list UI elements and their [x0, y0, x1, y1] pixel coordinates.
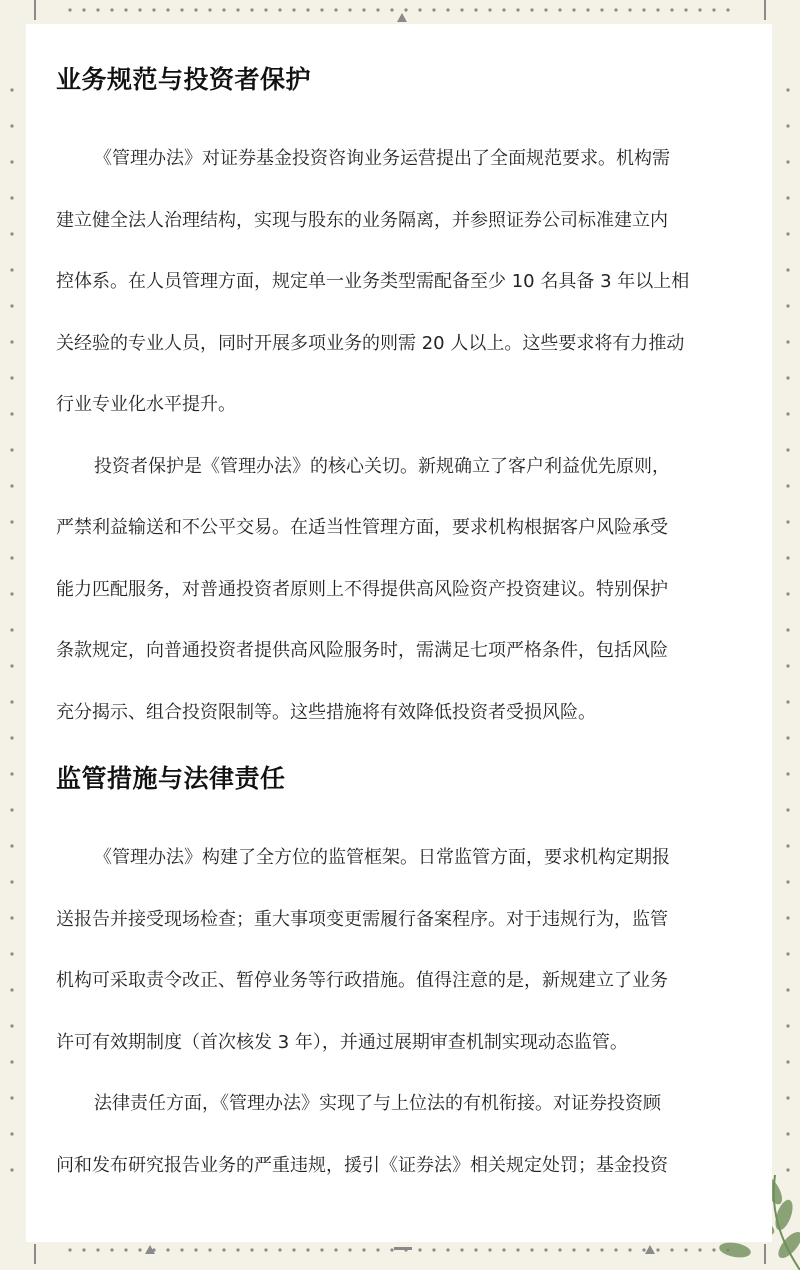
border-dot [10, 196, 13, 199]
border-dot [348, 1248, 351, 1251]
border-dot [460, 8, 463, 11]
border-dot [10, 304, 13, 307]
border-dot [786, 1024, 789, 1027]
border-dot [10, 916, 13, 919]
border-dot [786, 1060, 789, 1063]
border-dot [96, 1248, 99, 1251]
border-dot [656, 8, 659, 11]
border-dot [208, 8, 211, 11]
border-dot [10, 448, 13, 451]
border-dot [68, 1248, 71, 1251]
border-dot [786, 736, 789, 739]
border-dot [236, 8, 239, 11]
text-line: 充分揭示、组合投资限制等。这些措施将有效降低投资者受损风险。 [56, 701, 596, 723]
text-line: 法律责任方面，《管理办法》实现了与上位法的有机衔接。对证券投资顾 [94, 1093, 661, 1114]
border-dot [516, 8, 519, 11]
section-heading-supervision: 监管措施与法律责任 [56, 764, 286, 793]
border-dot [698, 8, 701, 11]
border-dot [362, 1248, 365, 1251]
border-dot [390, 8, 393, 11]
paragraph-supervision [56, 827, 756, 1073]
border-dot [404, 8, 407, 11]
text-line: 控体系。在人员管理方面，规定单一业务类型需配备至少 10 名具备 3 年以上相 [56, 271, 690, 292]
triangle-ornament [397, 13, 407, 22]
border-dot [10, 880, 13, 883]
border-dot [10, 232, 13, 235]
border-dot [68, 8, 71, 11]
border-dot [432, 1248, 435, 1251]
border-dot [278, 1248, 281, 1251]
border-dot [786, 484, 789, 487]
border-dot [10, 1168, 13, 1171]
border-dot [10, 988, 13, 991]
border-dot [786, 880, 789, 883]
border-dot [10, 1060, 13, 1063]
text-line: 投资者保护是《管理办法》的核心关切。新规确立了客户利益优先原则， [94, 455, 670, 477]
border-dot [10, 664, 13, 667]
border-dot [786, 520, 789, 523]
leaf-icon [718, 1240, 752, 1259]
border-dot [320, 1248, 323, 1251]
border-dot [10, 736, 13, 739]
border-dot [786, 304, 789, 307]
border-dot [10, 376, 13, 379]
text-line: 送报告并接受现场检查；重大事项变更需履行备案程序。对于违规行为，监管 [56, 908, 668, 930]
border-dot [10, 124, 13, 127]
border-dot [614, 8, 617, 11]
dash-ornament [394, 1247, 412, 1250]
border-dot [10, 1132, 13, 1135]
border-dot [180, 8, 183, 11]
border-dot [786, 88, 789, 91]
border-dot [600, 8, 603, 11]
border-dot [628, 8, 631, 11]
border-dot [390, 1248, 393, 1251]
border-dot [786, 1132, 789, 1135]
border-dot [502, 8, 505, 11]
border-dot [786, 268, 789, 271]
article-content [56, 62, 756, 1196]
border-dot [124, 1248, 127, 1251]
border-dot [208, 1248, 211, 1251]
border-dot [544, 1248, 547, 1251]
border-dot [222, 1248, 225, 1251]
border-dot [10, 520, 13, 523]
border-dot [376, 1248, 379, 1251]
border-dot [488, 1248, 491, 1251]
text-line: 《管理办法》对证券基金投资咨询业务运营提出了全面规范要求。机构需 [94, 148, 670, 169]
border-dot [194, 1248, 197, 1251]
border-dot [460, 1248, 463, 1251]
border-dot [278, 8, 281, 11]
border-dot [786, 556, 789, 559]
text-line: 《管理办法》构建了全方位的监管框架。日常监管方面，要求机构定期报 [94, 847, 670, 868]
border-dot [786, 124, 789, 127]
border-dot [786, 916, 789, 919]
border-dot [786, 772, 789, 775]
border-dot [10, 268, 13, 271]
border-dot [10, 772, 13, 775]
border-dot [558, 1248, 561, 1251]
border-dot [558, 8, 561, 11]
border-dot [502, 1248, 505, 1251]
text-line: 行业专业化水平提升。 [56, 394, 236, 415]
border-dot [530, 8, 533, 11]
border-dot [670, 8, 673, 11]
border-dot [264, 1248, 267, 1251]
text-line: 机构可采取责令改正、暂停业务等行政措施。值得注意的是，新规建立了业务 [56, 970, 668, 991]
border-dot [572, 1248, 575, 1251]
border-dot [110, 1248, 113, 1251]
text-line: 条款规定，向普通投资者提供高风险服务时，需满足七项严格条件，包括风险 [56, 640, 668, 661]
border-dot [10, 160, 13, 163]
border-dot [628, 1248, 631, 1251]
border-dot [250, 1248, 253, 1251]
border-dot [786, 196, 789, 199]
border-dot [474, 1248, 477, 1251]
border-dot [684, 1248, 687, 1251]
border-dot [292, 8, 295, 11]
border-dot [726, 8, 729, 11]
border-dot [786, 340, 789, 343]
border-dot [10, 592, 13, 595]
border-dot [786, 592, 789, 595]
border-dot [292, 1248, 295, 1251]
border-dot [306, 1248, 309, 1251]
border-dot [786, 952, 789, 955]
border-dot [10, 952, 13, 955]
border-dot [642, 8, 645, 11]
border-dot [670, 1248, 673, 1251]
border-dot [488, 8, 491, 11]
text-line: 许可有效期制度（首次核发 3 年），并通过展期审查机制实现动态监管。 [56, 1031, 628, 1053]
border-dot [446, 1248, 449, 1251]
border-dot [586, 8, 589, 11]
border-dot [264, 8, 267, 11]
border-dot [786, 844, 789, 847]
border-dot [166, 8, 169, 11]
border-dot [786, 700, 789, 703]
border-dot [10, 628, 13, 631]
border-dot [786, 1096, 789, 1099]
triangle-ornament [645, 1245, 655, 1254]
border-dot [250, 8, 253, 11]
border-dot [10, 1096, 13, 1099]
paragraph-legal-liability [56, 1073, 756, 1196]
border-dot [306, 8, 309, 11]
border-dot [10, 1024, 13, 1027]
border-dot [348, 8, 351, 11]
border-dot [418, 1248, 421, 1251]
border-dot [152, 8, 155, 11]
border-dot [786, 160, 789, 163]
border-dot [236, 1248, 239, 1251]
text-line: 问和发布研究报告业务的严重违规，援引《证券法》相关规定处罚；基金投资 [56, 1154, 668, 1176]
border-dot [10, 340, 13, 343]
border-dot [194, 8, 197, 11]
border-dot [446, 8, 449, 11]
border-dot [786, 412, 789, 415]
border-dot [786, 376, 789, 379]
text-line: 能力匹配服务，对普通投资者原则上不得提供高风险资产投资建议。特别保护 [56, 578, 668, 600]
border-dot [10, 700, 13, 703]
border-dot [138, 8, 141, 11]
border-dot [222, 8, 225, 11]
border-dot [362, 8, 365, 11]
border-dot [786, 448, 789, 451]
border-dot [166, 1248, 169, 1251]
border-dot [698, 1248, 701, 1251]
border-dot [530, 1248, 533, 1251]
border-dot [10, 844, 13, 847]
border-dot [656, 1248, 659, 1251]
text-line: 建立健全法人治理结构，实现与股东的业务隔离，并参照证券公司标准建立内 [56, 209, 668, 231]
text-line: 关经验的专业人员，同时开展多项业务的则需 20 人以上。这些要求将有力推动 [56, 332, 685, 354]
border-dot [82, 1248, 85, 1251]
text-line: 严禁利益输送和不公平交易。在适当性管理方面，要求机构根据客户风险承受 [56, 517, 668, 538]
border-dot [10, 88, 13, 91]
border-dot [712, 1248, 715, 1251]
paragraph-investor-protection [56, 436, 756, 744]
border-dot [10, 484, 13, 487]
border-dot [614, 1248, 617, 1251]
border-dot [418, 8, 421, 11]
border-dot [786, 1168, 789, 1171]
border-dot [10, 808, 13, 811]
corner-tick [764, 0, 766, 20]
border-dot [320, 8, 323, 11]
leaf-icon [774, 1228, 800, 1262]
border-dot [684, 8, 687, 11]
border-dot [786, 232, 789, 235]
border-dot [586, 1248, 589, 1251]
border-dot [600, 1248, 603, 1251]
section-heading-business-norms: 业务规范与投资者保护 [56, 65, 312, 94]
border-dot [474, 8, 477, 11]
border-dot [516, 1248, 519, 1251]
border-dot [572, 8, 575, 11]
border-dot [786, 808, 789, 811]
border-dot [642, 1248, 645, 1251]
corner-tick [34, 1244, 36, 1264]
border-dot [180, 1248, 183, 1251]
border-dot [124, 8, 127, 11]
border-dot [10, 412, 13, 415]
border-dot [786, 628, 789, 631]
border-dot [96, 8, 99, 11]
border-dot [432, 8, 435, 11]
border-dot [786, 988, 789, 991]
border-dot [376, 8, 379, 11]
border-dot [544, 8, 547, 11]
paragraph-norms [56, 128, 756, 436]
border-dot [334, 1248, 337, 1251]
corner-tick [34, 0, 36, 20]
border-dot [10, 556, 13, 559]
border-dot [138, 1248, 141, 1251]
border-dot [110, 8, 113, 11]
border-dot [82, 8, 85, 11]
corner-tick [764, 1244, 766, 1264]
border-dot [334, 8, 337, 11]
border-dot [712, 8, 715, 11]
border-dot [786, 664, 789, 667]
